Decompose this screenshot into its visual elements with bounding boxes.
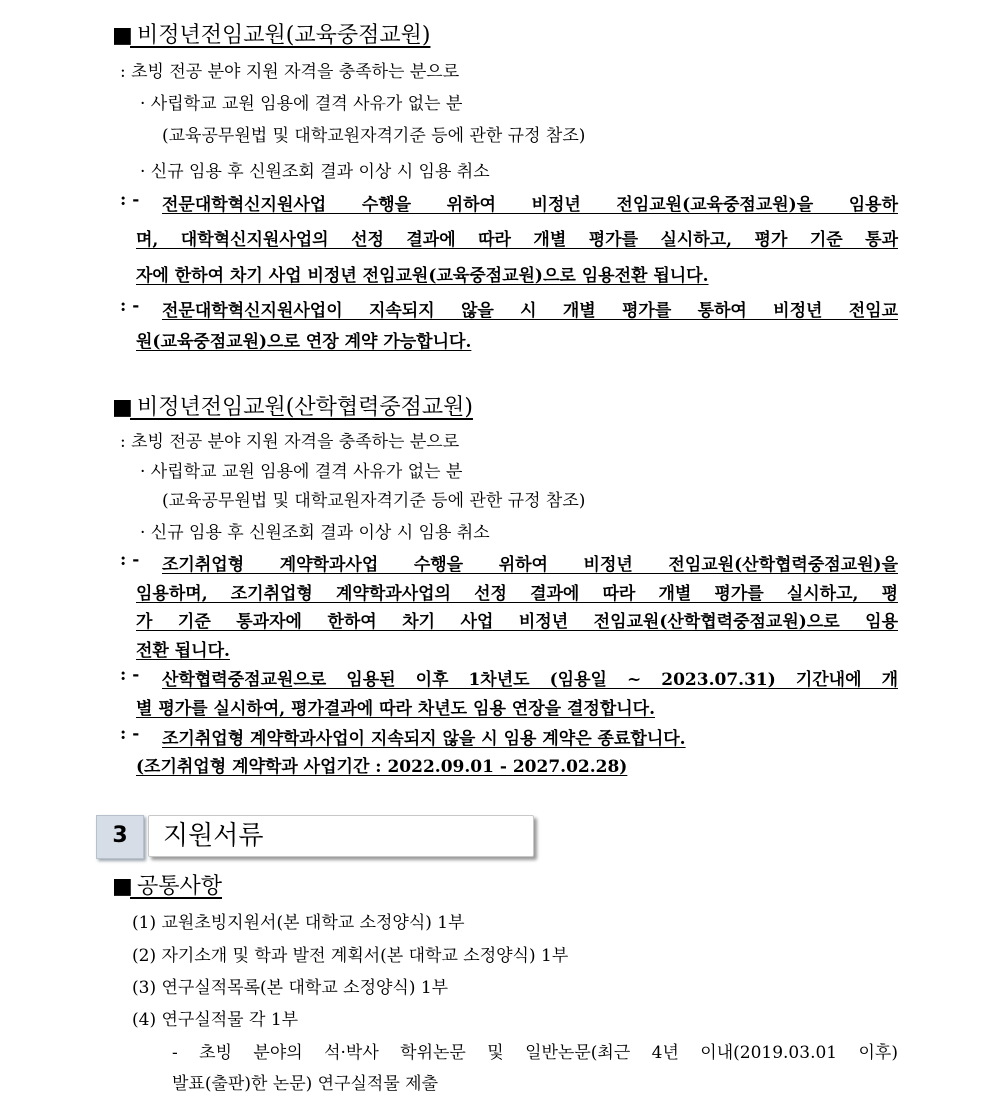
square-icon: ■ <box>112 874 133 899</box>
section1-bold1-line1: 전문대학혁신지원사업 수행을 위하여 비정년 전임교원(교육중점교원)을 임용하 <box>162 195 898 215</box>
section2-bold1-line2: 임용하며, 조기취업형 계약학과사업의 선정 결과에 따라 개별 평가를 실시하고, 평 <box>136 584 898 604</box>
section2-intro: : 초빙 전공 분야 지원 자격을 충족하는 분으로 <box>120 432 460 452</box>
section3-subheading <box>112 869 222 900</box>
list-item: (1) 교원초빙지원서(본 대학교 소정양식) 1부 <box>132 913 465 933</box>
section2-bold1-lead: : - <box>120 550 140 570</box>
section2-heading-text: 비정년전임교원(산학협력중점교원) <box>137 395 473 420</box>
section3-title: 지원서류 <box>148 815 534 857</box>
section2-bullet1: · 사립학교 교원 임용에 결격 사유가 없는 분 <box>140 462 463 482</box>
section2-bold3-line1: 조기취업형 계약학과사업이 지속되지 않을 시 임용 계약은 종료합니다. <box>162 729 686 749</box>
section-number-badge: 3 <box>96 815 144 859</box>
section1-bullet2: · 신규 임용 후 신원조회 결과 이상 시 임용 취소 <box>140 162 490 182</box>
section3-note-line2: 발표(출판)한 논문) 연구실적물 제출 <box>172 1074 439 1094</box>
section2-bold1-line4: 전환 됩니다. <box>136 641 230 661</box>
section1-bold2-lead: : - <box>120 296 140 316</box>
square-icon: ■ <box>112 23 133 48</box>
section1-heading <box>112 18 430 49</box>
list-item: (4) 연구실적물 각 1부 <box>132 1010 299 1030</box>
section2-bold2-line1: 산학협력중점교원으로 임용된 이후 1차년도 (임용일 ~ 2023.07.31) 기간내에 개 <box>162 670 898 690</box>
section1-bold2-line1: 전문대학혁신지원사업이 지속되지 않을 시 개별 평가를 통하여 비정년 전임교 <box>162 301 898 321</box>
section3-header <box>96 815 524 859</box>
section1-bold1-line2: 며, 대학혁신지원사업의 선정 결과에 따라 개별 평가를 실시하고, 평가 기준 통과 <box>136 230 898 250</box>
section2-bold2-lead: : - <box>120 665 140 685</box>
section1-bullet1-note: (교육공무원법 및 대학교원자격기준 등에 관한 규정 참조) <box>162 126 586 146</box>
section2-bold3-lead: : - <box>120 724 140 744</box>
section3-subheading-text: 공통사항 <box>137 874 223 899</box>
section2-bold1-line3: 가 기준 통과자에 한하여 차기 사업 비정년 전임교원(산학협력중점교원)으로 임용 <box>136 612 898 632</box>
section2-heading <box>112 390 473 421</box>
section2-bold2-line2: 별 평가를 실시하여, 평가결과에 따라 차년도 임용 연장을 결정합니다. <box>136 699 655 719</box>
section1-bold1-line3: 자에 한하여 차기 사업 비정년 전임교원(교육중점교원)으로 임용전환 됩니다. <box>136 266 709 286</box>
section1-bold1-lead: : - <box>120 190 140 210</box>
section1-bullet1: · 사립학교 교원 임용에 결격 사유가 없는 분 <box>140 94 463 114</box>
section1-bold2-line2: 원(교육중점교원)으로 연장 계약 가능합니다. <box>136 332 472 352</box>
square-icon: ■ <box>112 395 133 420</box>
list-item: (2) 자기소개 및 학과 발전 계획서(본 대학교 소정양식) 1부 <box>132 946 569 966</box>
section1-heading-text: 비정년전임교원(교육중점교원) <box>137 23 431 48</box>
section2-bullet1-note: (교육공무원법 및 대학교원자격기준 등에 관한 규정 참조) <box>162 491 586 511</box>
section2-bullet2: · 신규 임용 후 신원조회 결과 이상 시 임용 취소 <box>140 523 490 543</box>
section1-intro: : 초빙 전공 분야 지원 자격을 충족하는 분으로 <box>120 62 460 82</box>
section2-bold3-line2: (조기취업형 계약학과 사업기간 : 2022.09.01 - 2027.02.28) <box>136 757 628 777</box>
list-item: (3) 연구실적목록(본 대학교 소정양식) 1부 <box>132 978 449 998</box>
section3-note-line1: - 초빙 분야의 석·박사 학위논문 및 일반논문(최근 4년 이내(2019.03.01 이후) <box>172 1043 898 1063</box>
section2-bold1-line1: 조기취업형 계약학과사업 수행을 위하여 비정년 전임교원(산학협력중점교원)을 <box>162 555 898 575</box>
